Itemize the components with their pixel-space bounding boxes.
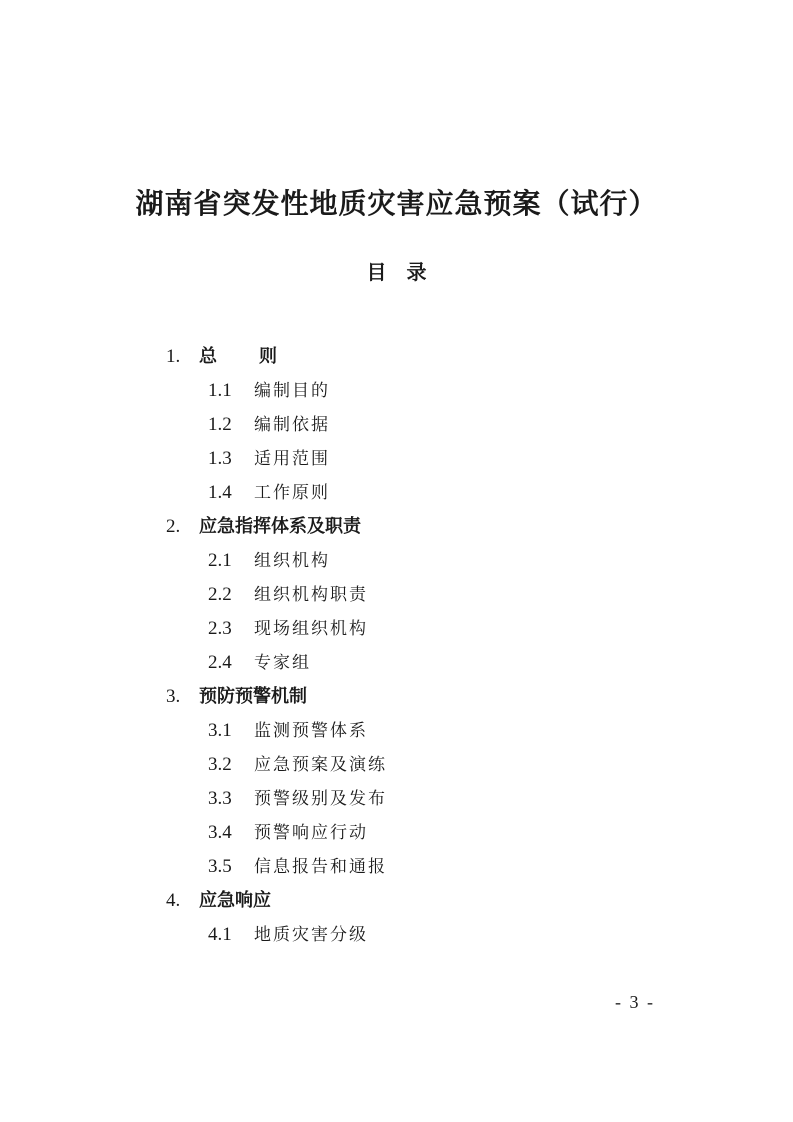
toc-text: 应急指挥体系及职责 [199, 516, 361, 537]
toc-number: 1.3 [208, 448, 232, 469]
toc-number: 1.4 [208, 482, 232, 503]
toc-text: 工作原则 [254, 483, 330, 503]
toc-number: 3.2 [208, 754, 232, 775]
toc-section-1-4[interactable] [0, 476, 793, 510]
toc-number: 3.5 [208, 856, 232, 877]
toc-text: 应急响应 [199, 890, 271, 911]
toc-section-3-1[interactable] [0, 714, 793, 748]
toc-section-4-1[interactable] [0, 918, 793, 952]
toc-section-1-1[interactable] [0, 374, 793, 408]
toc-text: 地质灾害分级 [254, 925, 368, 945]
toc-section-2-4[interactable] [0, 646, 793, 680]
toc-number: 2.2 [208, 584, 232, 605]
toc-number: 3. [166, 686, 181, 707]
toc-number: 3.4 [208, 822, 232, 843]
toc-section-4[interactable] [0, 884, 793, 918]
toc-text: 编制目的 [254, 381, 330, 401]
toc-text: 信息报告和通报 [254, 857, 387, 877]
page-number: - 3 - [615, 992, 655, 1012]
toc-text: 组织机构 [254, 551, 330, 571]
toc-heading [0, 258, 793, 286]
toc-number: 3.1 [208, 720, 232, 741]
toc-text: 预警响应行动 [254, 823, 368, 843]
toc-text: 预防预警机制 [199, 686, 307, 707]
toc-text: 专家组 [254, 653, 311, 673]
table-of-contents [0, 340, 793, 952]
toc-heading-char-1: 目 [366, 260, 387, 284]
toc-text: 组织机构职责 [254, 585, 368, 605]
toc-section-1-2[interactable] [0, 408, 793, 442]
toc-number: 2.3 [208, 618, 232, 639]
toc-text: 现场组织机构 [254, 619, 368, 639]
toc-section-3[interactable] [0, 680, 793, 714]
toc-section-3-3[interactable] [0, 782, 793, 816]
toc-number: 2.4 [208, 652, 232, 673]
toc-section-1[interactable] [0, 340, 793, 374]
toc-text: 适用范围 [254, 449, 330, 469]
toc-section-3-2[interactable] [0, 748, 793, 782]
toc-number: 4.1 [208, 924, 232, 945]
toc-number: 1. [166, 346, 181, 367]
toc-section-2-3[interactable] [0, 612, 793, 646]
toc-section-3-4[interactable] [0, 816, 793, 850]
toc-number: 3.3 [208, 788, 232, 809]
toc-text: 总 则 [199, 346, 289, 367]
toc-number: 1.1 [208, 380, 232, 401]
toc-section-2-1[interactable] [0, 544, 793, 578]
document-title: 湖南省突发性地质灾害应急预案（试行） [135, 187, 658, 220]
toc-section-2-2[interactable] [0, 578, 793, 612]
toc-number: 4. [166, 890, 181, 911]
toc-number: 2.1 [208, 550, 232, 571]
toc-section-3-5[interactable] [0, 850, 793, 884]
toc-text: 应急预案及演练 [254, 755, 387, 775]
toc-number: 2. [166, 516, 181, 537]
toc-section-2[interactable] [0, 510, 793, 544]
toc-number: 1.2 [208, 414, 232, 435]
toc-heading-char-2: 录 [406, 260, 427, 284]
toc-text: 预警级别及发布 [254, 789, 387, 809]
toc-section-1-3[interactable] [0, 442, 793, 476]
toc-text: 编制依据 [254, 415, 330, 435]
toc-text: 监测预警体系 [254, 721, 368, 741]
